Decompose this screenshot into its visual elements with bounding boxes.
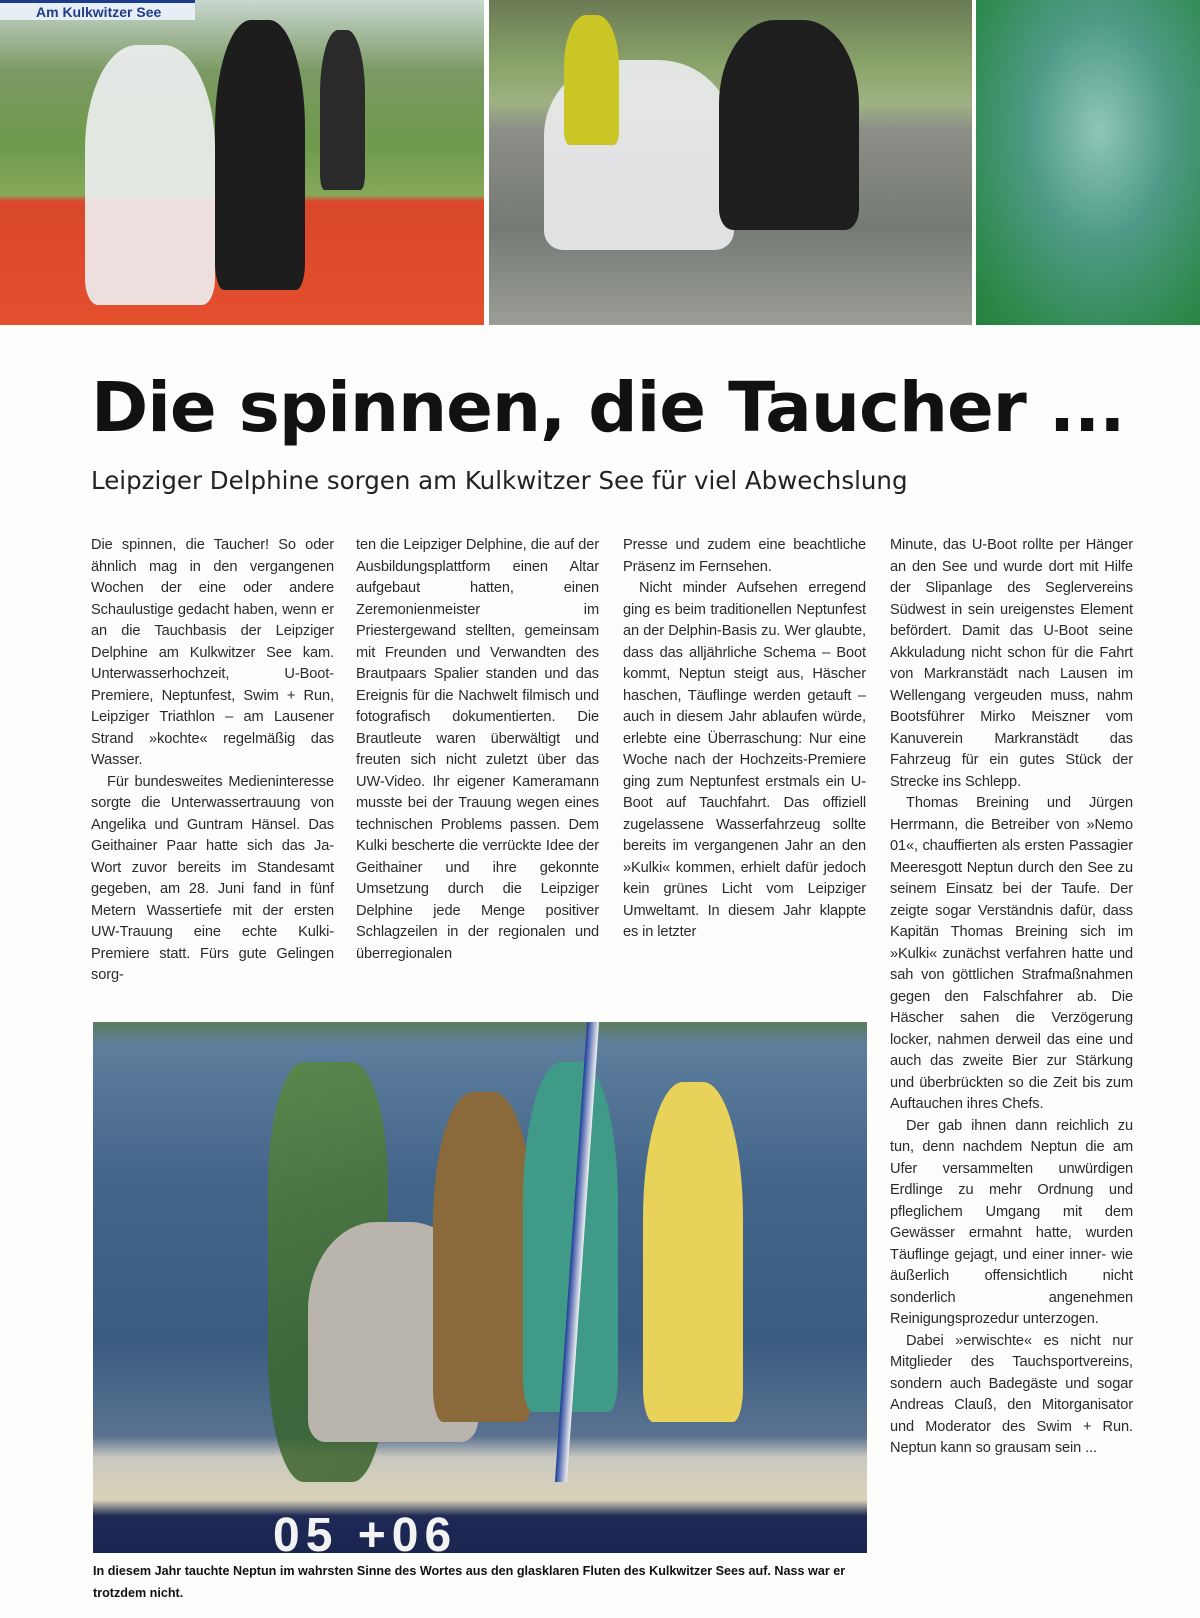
bride-figure — [85, 45, 215, 305]
diver-figure — [320, 30, 365, 190]
girl-figure — [643, 1082, 743, 1422]
photo-wedding-in-water — [489, 0, 972, 325]
paragraph: Nicht minder Aufsehen erregend ging es beim traditionellen Neptunfest an der Delphin-Basis zu. Wer glaubte, dass das alljährliche Schema – Boot kommt, Neptun steigt aus, Häscher haschen, Täuflinge werden getauft – auch in diesem Jahr ablaufen würde, erlebte eine Überraschung: Nur eine Woche nach der Hochzeits-Premiere ging zum Neptunfest erstmals ein U-Boot auf Tauchfahrt. Das offiziell zugelassene Wasserfahrzeug sollte bereits im vergangenen Jahr an den »Kulki« kommen, erhielt dafür jedoch kein grünes Licht vom Leipziger Umweltamt. In diesem Jahr klappte es in letzter — [623, 580, 866, 940]
paragraph: ten die Leipziger Delphine, die auf der Ausbildungsplattform einen Altar aufgebaut hatten, einen Zeremonienmeister im Priestergewand stellten, gemeinsam mit Freunden und Verwandten des Brautpaars Spalier standen und das Ereignis für die Nachwelt filmisch und fotografisch dokumentierten. Die Brautleute waren überwältigt und freuten sich nicht zuletzt über das UW-Video. Ihr eigener Kameramann musste bei der Trauung wegen eines technischen Problems passen. Dem Kulki bescherte die verrückte Idee der Geithainer und ihre gekonnte Umsetzung durch die Leipziger Delphine jede Menge positiver Schlagzeilen in der regionalen und überregionalen — [356, 537, 599, 962]
groom-figure — [719, 20, 859, 230]
photo-neptune-boat — [93, 1022, 867, 1553]
banner-sign: Am Kulkwitzer See — [0, 0, 195, 20]
boat-number: 05 +06 — [273, 1509, 458, 1553]
paragraph: Die spinnen, die Taucher! So oder ähnlich mag in den vergangenen Wochen der eine oder andere Schaulustige gedacht haben, wenn er an die Tauchbasis der Leipziger Delphine am Kulkwitzer See kam. Unterwasserhochzeit, U-Boot-Premiere, Neptunfest, Swim + Run, Leipziger Triathlon – am Lausener Strand »kochte« regelmäßig das Wasser. — [91, 537, 334, 768]
photo-caption: In diesem Jahr tauchte Neptun im wahrsten Sinne des Wortes aus den glasklaren Fluten des Kulkwitzer Sees auf. Nass war er trotzdem nicht. — [93, 1564, 846, 1600]
paragraph: Presse und zudem eine beachtliche Präsenz im Fernsehen. — [623, 537, 866, 575]
photo-underwater — [976, 0, 1200, 325]
article-title: Die spinnen, die Taucher ... — [91, 368, 1125, 448]
child-figure — [433, 1092, 533, 1422]
paragraph: Minute, das U-Boot rollte per Hänger an den See und wurde dort mit Hilfe der Slipanlage des Seglervereins Südwest in sein ureigenstes Element befördert. Damit das U-Boot seine Akkuladung nicht schon für die Fahrt von Markranstädt nach Lausen im Wellengang vergeuden muss, nahm Bootsführer Mirko Meiszner vom Kanuverein Markranstädt das Fahrzeug für ein gutes Stück der Strecke ins Schlepp. — [890, 537, 1133, 790]
photo-wedding-red-carpet — [0, 0, 484, 325]
text-column-2 — [356, 535, 599, 965]
paragraph: Dabei »erwischte« es nicht nur Mitglieder des Tauchsportvereins, sondern auch Badegäste und sogar Andreas Clauß, den Mitorganisator und Moderator des Swim + Run. Neptun kann so grausam sein ... — [890, 1332, 1133, 1456]
paragraph: Für bundesweites Medieninteresse sorgte die Unterwassertrauung von Angelika und Guntram Hänsel. Das Geithainer Paar hatte sich das Ja-Wort zuvor bereits im Standesamt gegeben, am 28. Juni fand in fünf Metern Wassertiefe mit der ersten UW-Trauung eine echte Kulki-Premiere statt. Fürs gute Gelingen sorg- — [91, 773, 334, 983]
text-column-4 — [890, 535, 1133, 1460]
text-column-1 — [91, 535, 334, 987]
text-column-3 — [623, 535, 866, 944]
article-subtitle: Leipziger Delphine sorgen am Kulkwitzer See für viel Abwechslung — [91, 466, 908, 495]
paragraph: Der gab ihnen dann reichlich zu tun, denn nachdem Neptun die am Ufer versammelten unwürdigen Erdlinge zu mehr Ordnung und pfleglichem Umgang mit dem Gewässer ermahnt hatte, wurden Täuflinge gejagt, und einer inner- wie äußerlich offensichtlich nicht sonderlich angenehmen Reinigungsprozedur unterzogen. — [890, 1117, 1133, 1327]
groom-figure — [215, 20, 305, 290]
paragraph: Thomas Breining und Jürgen Herrmann, die Betreiber von »Nemo 01«, chauffierten als ersten Passagier Meeresgott Neptun durch den See zu seinem Einsatz bei der Taufe. Der zeigte sogar Verständnis dafür, dass Kapitän Thomas Breining sich im »Kulki« zunächst verfahren hatte und sah von göttlichen Strafmaßnahmen gegen den Falschfahrer ab. Die Häscher sahen die Verzögerung locker, nahmen derweil das eine und auch das zweite Bier zur Stärkung und überbrückten so die Zeit bis zum Auftauchen ihres Chefs. — [890, 795, 1133, 1112]
diver-figure — [564, 15, 619, 145]
